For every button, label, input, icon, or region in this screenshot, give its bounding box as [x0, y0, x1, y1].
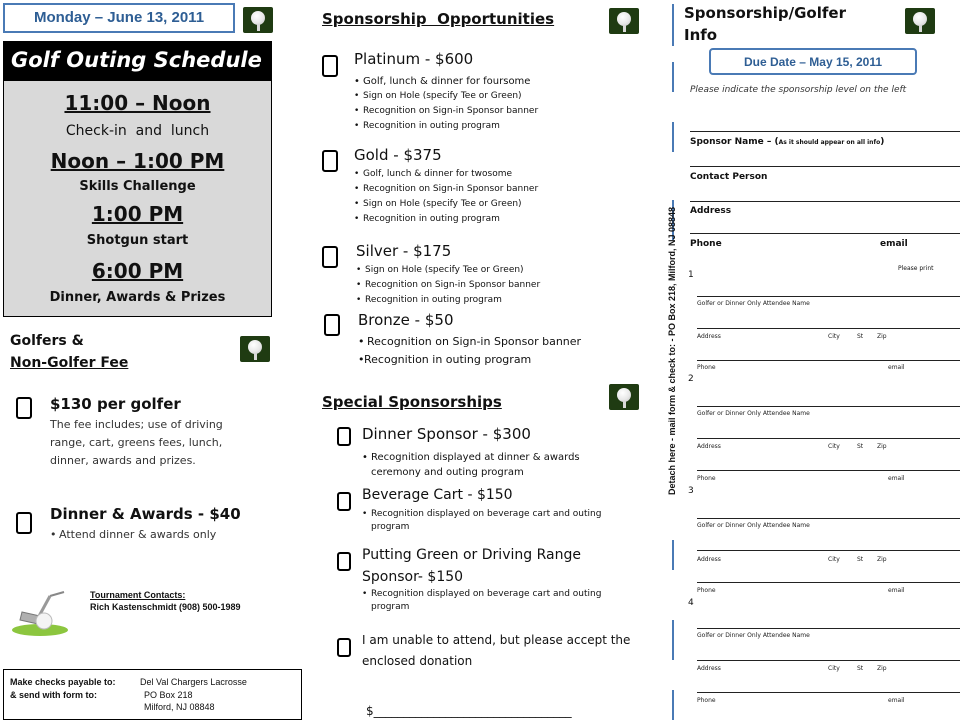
schedule-time-3: 1:00 PM [91, 202, 184, 226]
golf-ball-icon [609, 384, 639, 410]
address-small-label: Address [697, 333, 721, 340]
attendee-name-field[interactable] [697, 518, 960, 519]
address-field[interactable] [690, 201, 960, 202]
attendee-address-field[interactable] [697, 328, 960, 329]
silver-bullet: • Recognition on Sign-in Sponsor banner [356, 278, 540, 293]
contact-person-field[interactable] [690, 166, 960, 167]
dinner-sponsor-bullets [362, 450, 607, 480]
sponsor-name-note: As it should appear on all info [778, 139, 881, 146]
schedule-time-1: 11:00 – Noon [64, 91, 211, 115]
due-date-box [709, 48, 917, 75]
email-small-label: email [888, 697, 905, 704]
city-small-label: City [828, 665, 840, 672]
divider-line [672, 620, 674, 660]
gold-bullets [354, 167, 538, 227]
special-heading: Special Sponsorships [322, 393, 502, 411]
golfer-info-heading-line1: Sponsorship/Golfer [684, 4, 846, 22]
donation-amount-field[interactable]: $_________________________________ [366, 704, 572, 718]
schedule-title-bar [3, 41, 272, 80]
attendee-phone-field[interactable] [697, 582, 960, 583]
putting-range-bullets [362, 588, 622, 614]
attendee-number: 3 [688, 486, 694, 496]
phone-small-label: Phone [697, 587, 716, 594]
dinner-fee-bullets [50, 527, 216, 542]
zip-small-label: Zip [877, 665, 887, 672]
divider-line [672, 62, 674, 92]
date-box [3, 3, 235, 33]
divider-line [672, 540, 674, 570]
send-line2: Milford, NJ 08848 [144, 702, 215, 712]
beverage-cart-bullets [362, 508, 607, 534]
silver-bullets [356, 263, 540, 308]
send-line1: PO Box 218 [144, 690, 193, 700]
due-date: Due Date – May 15, 2011 [743, 55, 883, 69]
bronze-bullet: • Recognition in outing program [358, 351, 581, 369]
payable-value: Del Val Chargers Lacrosse [140, 677, 247, 687]
golfer-fee-title: $130 per golfer [50, 395, 181, 413]
dinner-sponsor-title: Dinner Sponsor - $300 [362, 425, 531, 443]
st-small-label: St [857, 443, 864, 450]
address-small-label: Address [697, 556, 721, 563]
platinum-bullet: • Sign on Hole (specify Tee or Green) [354, 89, 538, 104]
city-small-label: City [828, 443, 840, 450]
sponsorship-instruction: Please indicate the sponsorship level on the left [690, 85, 907, 95]
golf-ball-icon [240, 336, 270, 362]
golfer-info-heading [684, 2, 846, 46]
bronze-title: Bronze - $50 [358, 311, 454, 329]
sponsor-name-label [690, 137, 884, 147]
putting-range-checkbox[interactable] [337, 552, 351, 571]
email-small-label: email [888, 475, 905, 482]
phone-email-field[interactable] [690, 233, 960, 234]
email-small-label: email [888, 587, 905, 594]
bronze-checkbox[interactable] [324, 314, 340, 336]
donation-text: I am unable to attend, but please accept the enclosed donation [362, 633, 631, 668]
contact-person-label: Contact Person [690, 172, 768, 182]
st-small-label: St [857, 556, 864, 563]
dinner-fee-title: Dinner & Awards - $40 [50, 505, 241, 523]
city-small-label: City [828, 556, 840, 563]
sponsorship-heading: Sponsorship Opportunities [322, 10, 555, 28]
attendee-number: 4 [688, 598, 694, 608]
golf-ball-icon [609, 8, 639, 34]
silver-title: Silver - $175 [356, 242, 452, 260]
contacts-title: Tournament Contacts: [90, 590, 186, 600]
payable-label: Make checks payable to: [10, 677, 116, 687]
platinum-bullet: • Recognition in outing program [354, 119, 538, 134]
gold-bullet: • Recognition on Sign-in Sponsor banner [354, 182, 538, 197]
attendee-name-label: Golfer or Dinner Only Attendee Name [697, 410, 810, 417]
golf-ball-icon [243, 7, 273, 33]
attendee-phone-field[interactable] [697, 692, 960, 693]
schedule-desc-3: Shotgun start [86, 233, 189, 248]
city-small-label: City [828, 333, 840, 340]
golfer-info-heading-line2: Info [684, 26, 718, 44]
golfer-fee-checkbox[interactable] [16, 397, 32, 419]
gold-bullet: • Recognition in outing program [354, 212, 538, 227]
st-small-label: St [857, 665, 864, 672]
attendee-name-field[interactable] [697, 296, 960, 297]
schedule-time-2: Noon – 1:00 PM [50, 149, 225, 173]
attendee-address-field[interactable] [697, 660, 960, 661]
silver-bullet: • Recognition in outing program [356, 293, 540, 308]
platinum-title: Platinum - $600 [354, 50, 474, 68]
dinner-fee-bullet: • Attend dinner & awards only [50, 527, 216, 542]
attendee-name-label: Golfer or Dinner Only Attendee Name [697, 300, 810, 307]
sponsor-name-close: ) [880, 137, 885, 147]
bronze-bullets [358, 333, 581, 369]
fee-heading-line1: Golfers & [10, 333, 84, 349]
dinner-sponsor-checkbox[interactable] [337, 427, 351, 446]
zip-small-label: Zip [877, 443, 887, 450]
zip-small-label: Zip [877, 556, 887, 563]
detach-instruction: Detach here - mail form & check to: - PO Box 218, Milford, NJ 08848 [667, 206, 677, 496]
divider-line [672, 690, 674, 720]
platinum-bullet: • Recognition on Sign-in Sponsor banner [354, 104, 538, 119]
address-small-label: Address [697, 665, 721, 672]
silver-checkbox[interactable] [322, 246, 338, 268]
golf-club-ball-icon [8, 590, 72, 638]
phone-small-label: Phone [697, 697, 716, 704]
payment-box [3, 669, 302, 720]
gold-title: Gold - $375 [354, 146, 442, 164]
send-label: & send with form to: [10, 690, 97, 700]
st-small-label: St [857, 333, 864, 340]
fee-heading [10, 330, 128, 374]
phone-small-label: Phone [697, 475, 716, 482]
event-date: Monday – June 13, 2011 [33, 9, 205, 26]
zip-small-label: Zip [877, 333, 887, 340]
phone-small-label: Phone [697, 364, 716, 371]
email-label: email [880, 239, 908, 249]
please-print-note: Please print [898, 265, 934, 272]
platinum-bullets [354, 74, 538, 134]
attendee-phone-field[interactable] [697, 470, 960, 471]
schedule-desc-4: Dinner, Awards & Prizes [49, 290, 226, 305]
address-label: Address [690, 206, 732, 216]
gold-bullet: • Sign on Hole (specify Tee or Green) [354, 197, 538, 212]
attendee-number: 1 [688, 270, 694, 280]
attendee-phone-field[interactable] [697, 360, 960, 361]
schedule-desc-1: Check-in and lunch [65, 123, 210, 139]
attendee-name-label: Golfer or Dinner Only Attendee Name [697, 632, 810, 639]
bronze-bullet: • Recognition on Sign-in Sponsor banner [358, 333, 581, 351]
platinum-checkbox[interactable] [322, 55, 338, 77]
divider-line [672, 122, 674, 152]
attendee-name-field[interactable] [697, 406, 960, 407]
sponsor-name-field[interactable] [690, 131, 960, 132]
contacts-name: Rich Kastenschmidt (908) 500-1989 [90, 602, 241, 612]
beverage-cart-checkbox[interactable] [337, 492, 351, 511]
schedule-time-4: 6:00 PM [91, 259, 184, 283]
putting-range-bullet: • Recognition displayed on beverage cart and outing program [362, 588, 622, 614]
platinum-bullet: • Golf, lunch & dinner for foursome [354, 74, 538, 89]
dinner-sponsor-bullet: • Recognition displayed at dinner & awards ceremony and outing program [362, 450, 607, 480]
donation-checkbox[interactable] [337, 638, 351, 657]
address-small-label: Address [697, 443, 721, 450]
fee-heading-line2: Non-Golfer Fee [10, 355, 129, 371]
silver-bullet: • Sign on Hole (specify Tee or Green) [356, 263, 540, 278]
phone-label: Phone [690, 239, 722, 249]
golfer-fee-desc: The fee includes; use of driving range, cart, greens fees, lunch, dinner, awards and prizes. [50, 418, 223, 467]
putting-range-title: Putting Green or Driving Range Sponsor- $150 [362, 547, 581, 585]
attendee-address-field[interactable] [697, 550, 960, 551]
schedule-title: Golf Outing Schedule [11, 48, 262, 72]
beverage-cart-bullet: • Recognition displayed on beverage cart and outing program [362, 508, 607, 534]
gold-bullet: • Golf, lunch & dinner for twosome [354, 167, 538, 182]
schedule-box [3, 80, 272, 317]
schedule-desc-2: Skills Challenge [79, 179, 196, 194]
attendee-name-label: Golfer or Dinner Only Attendee Name [697, 522, 810, 529]
golf-ball-icon [905, 8, 935, 34]
dinner-fee-checkbox[interactable] [16, 512, 32, 534]
attendee-address-field[interactable] [697, 438, 960, 439]
divider-line [672, 4, 674, 46]
attendee-number: 2 [688, 374, 694, 384]
attendee-name-field[interactable] [697, 628, 960, 629]
beverage-cart-title: Beverage Cart - $150 [362, 487, 513, 503]
email-small-label: email [888, 364, 905, 371]
gold-checkbox[interactable] [322, 150, 338, 172]
sponsor-name-label-text: Sponsor Name – ( [690, 137, 779, 147]
